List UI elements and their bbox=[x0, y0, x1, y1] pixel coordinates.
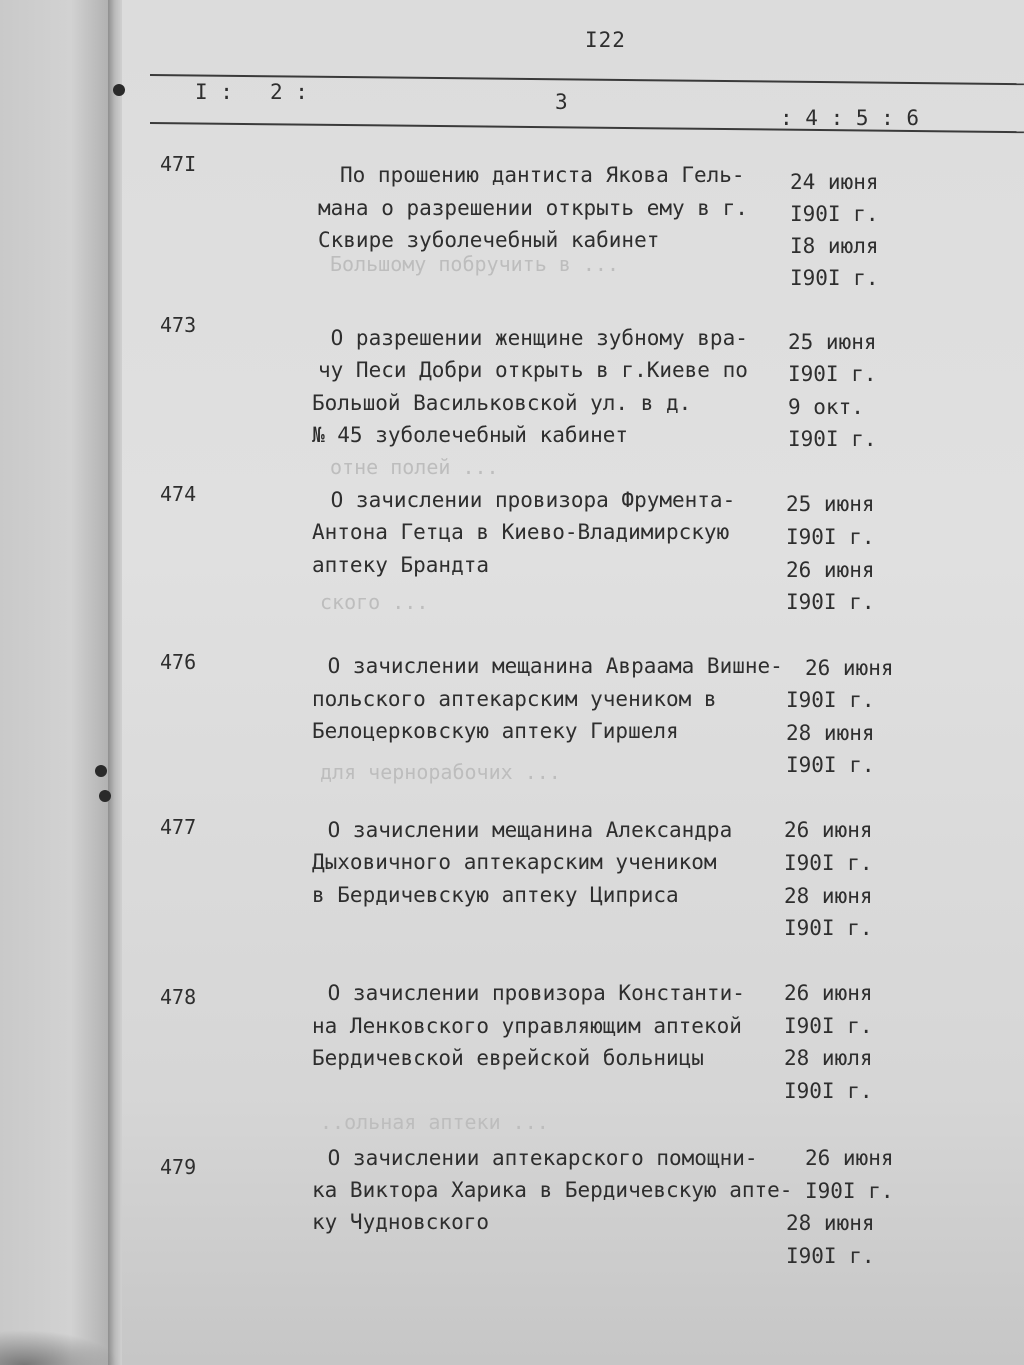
entry-description-line: ку Чудновского bbox=[312, 1210, 490, 1234]
entry-date-line: I90I г. bbox=[788, 427, 877, 451]
bleed-through: для чернорабочих ... bbox=[320, 760, 561, 784]
entry-date-line: I90I г. bbox=[786, 590, 875, 614]
entry-number: 479 bbox=[160, 1155, 197, 1179]
entry-date-line: I90I г. bbox=[790, 266, 879, 290]
entry-description-line: О разрешении женщине зубному вра- bbox=[318, 326, 748, 350]
entry-description-line: ка Виктора Харика в Бердичевскую апте- bbox=[312, 1178, 793, 1202]
entry-description-line: № 45 зуболечебный кабинет bbox=[312, 423, 629, 447]
entry-description-line: аптеку Брандта bbox=[312, 553, 490, 577]
entry-date-line: 26 июня bbox=[805, 656, 894, 680]
entry-description-line: Бердичевской еврейской больницы bbox=[312, 1046, 704, 1070]
bleed-through: Большому побручить в ... bbox=[330, 252, 619, 276]
entry-date-line: 26 июня bbox=[786, 558, 875, 582]
entry-date-line: 28 июня bbox=[786, 721, 875, 745]
entry-date-line: I90I г. bbox=[784, 851, 873, 875]
entry-date-line: 28 июля bbox=[784, 1046, 873, 1070]
binding-hole bbox=[95, 765, 107, 777]
entry-description-line: О зачислении провизора Константи- bbox=[315, 981, 745, 1005]
entry-date-line: 9 окт. bbox=[788, 395, 864, 419]
entry-number: 477 bbox=[160, 815, 197, 839]
entry-description-line: Большой Васильковской ул. в д. bbox=[312, 391, 692, 415]
entry-date-line: 26 июня bbox=[784, 981, 873, 1005]
header-col-4-6: : 4 : 5 : 6 bbox=[780, 106, 920, 130]
entry-description-line: в Бердичевскую аптеку Циприса bbox=[312, 883, 679, 907]
binding-hole bbox=[113, 84, 125, 96]
entry-description-line: мана о разрешении открыть ему в г. bbox=[318, 196, 748, 220]
entry-date-line: 26 июня bbox=[805, 1146, 894, 1170]
entry-date-line: 25 июня bbox=[786, 492, 875, 516]
entry-number: 474 bbox=[160, 482, 197, 506]
entry-date-line: I90I г. bbox=[784, 916, 873, 940]
entry-date-line: 25 июня bbox=[788, 330, 877, 354]
entry-date-line: I8 июля bbox=[790, 234, 879, 258]
entry-description-line: Дыховичного аптекарским учеником bbox=[312, 850, 717, 874]
header-col-2: 2 : bbox=[270, 80, 308, 104]
header-col-1: I : bbox=[195, 80, 233, 104]
binding-gutter bbox=[108, 0, 122, 1365]
left-page-edge bbox=[0, 0, 118, 1365]
page-shadow bbox=[0, 1330, 120, 1365]
entry-description-line: О зачислении аптекарского помощни- bbox=[315, 1146, 758, 1170]
entry-date-line: I90I г. bbox=[786, 1244, 875, 1268]
entry-description-line: чу Песи Добри открыть в г.Киеве по bbox=[318, 358, 748, 382]
entry-number: 47I bbox=[160, 152, 197, 176]
entry-description-line: Сквире зуболечебный кабинет bbox=[318, 228, 660, 252]
binding-hole bbox=[99, 790, 111, 802]
entry-date-line: I90I г. bbox=[784, 1079, 873, 1103]
entry-date-line: I90I г. bbox=[805, 1179, 894, 1203]
entry-description-line: По прошению дантиста Якова Гель- bbox=[340, 163, 745, 187]
entry-date-line: I90I г. bbox=[784, 1014, 873, 1038]
entry-number: 478 bbox=[160, 985, 197, 1009]
entry-description-line: на Ленковского управляющим аптекой bbox=[312, 1014, 742, 1038]
page-number: I22 bbox=[585, 28, 626, 52]
entry-date-line: I90I г. bbox=[790, 202, 879, 226]
entry-description-line: Белоцерковскую аптеку Гиршеля bbox=[312, 719, 679, 743]
bleed-through: отне полей ... bbox=[330, 455, 499, 479]
entry-date-line: 24 июня bbox=[790, 170, 879, 194]
entry-description-line: польского аптекарским учеником в bbox=[312, 687, 717, 711]
entry-date-line: I90I г. bbox=[788, 362, 877, 386]
entry-number: 473 bbox=[160, 313, 197, 337]
entry-description-line: Антона Гетца в Киево-Владимирскую bbox=[312, 520, 730, 544]
entry-date-line: 28 июня bbox=[784, 884, 873, 908]
entry-description-line: О зачислении мещанина Александра bbox=[315, 818, 733, 842]
bleed-through: ..ольная аптеки ... bbox=[320, 1110, 549, 1134]
bleed-through: ского ... bbox=[320, 590, 429, 614]
entry-number: 476 bbox=[160, 650, 197, 674]
entry-date-line: 26 июня bbox=[784, 818, 873, 842]
entry-date-line: I90I г. bbox=[786, 525, 875, 549]
header-col-3: 3 bbox=[555, 90, 568, 114]
entry-description-line: О зачислении мещанина Авраама Вишне- bbox=[315, 654, 783, 678]
entry-date-line: I90I г. bbox=[786, 688, 875, 712]
entry-date-line: 28 июня bbox=[786, 1211, 875, 1235]
entry-date-line: I90I г. bbox=[786, 753, 875, 777]
entry-description-line: О зачислении провизора Фрумента- bbox=[318, 488, 736, 512]
